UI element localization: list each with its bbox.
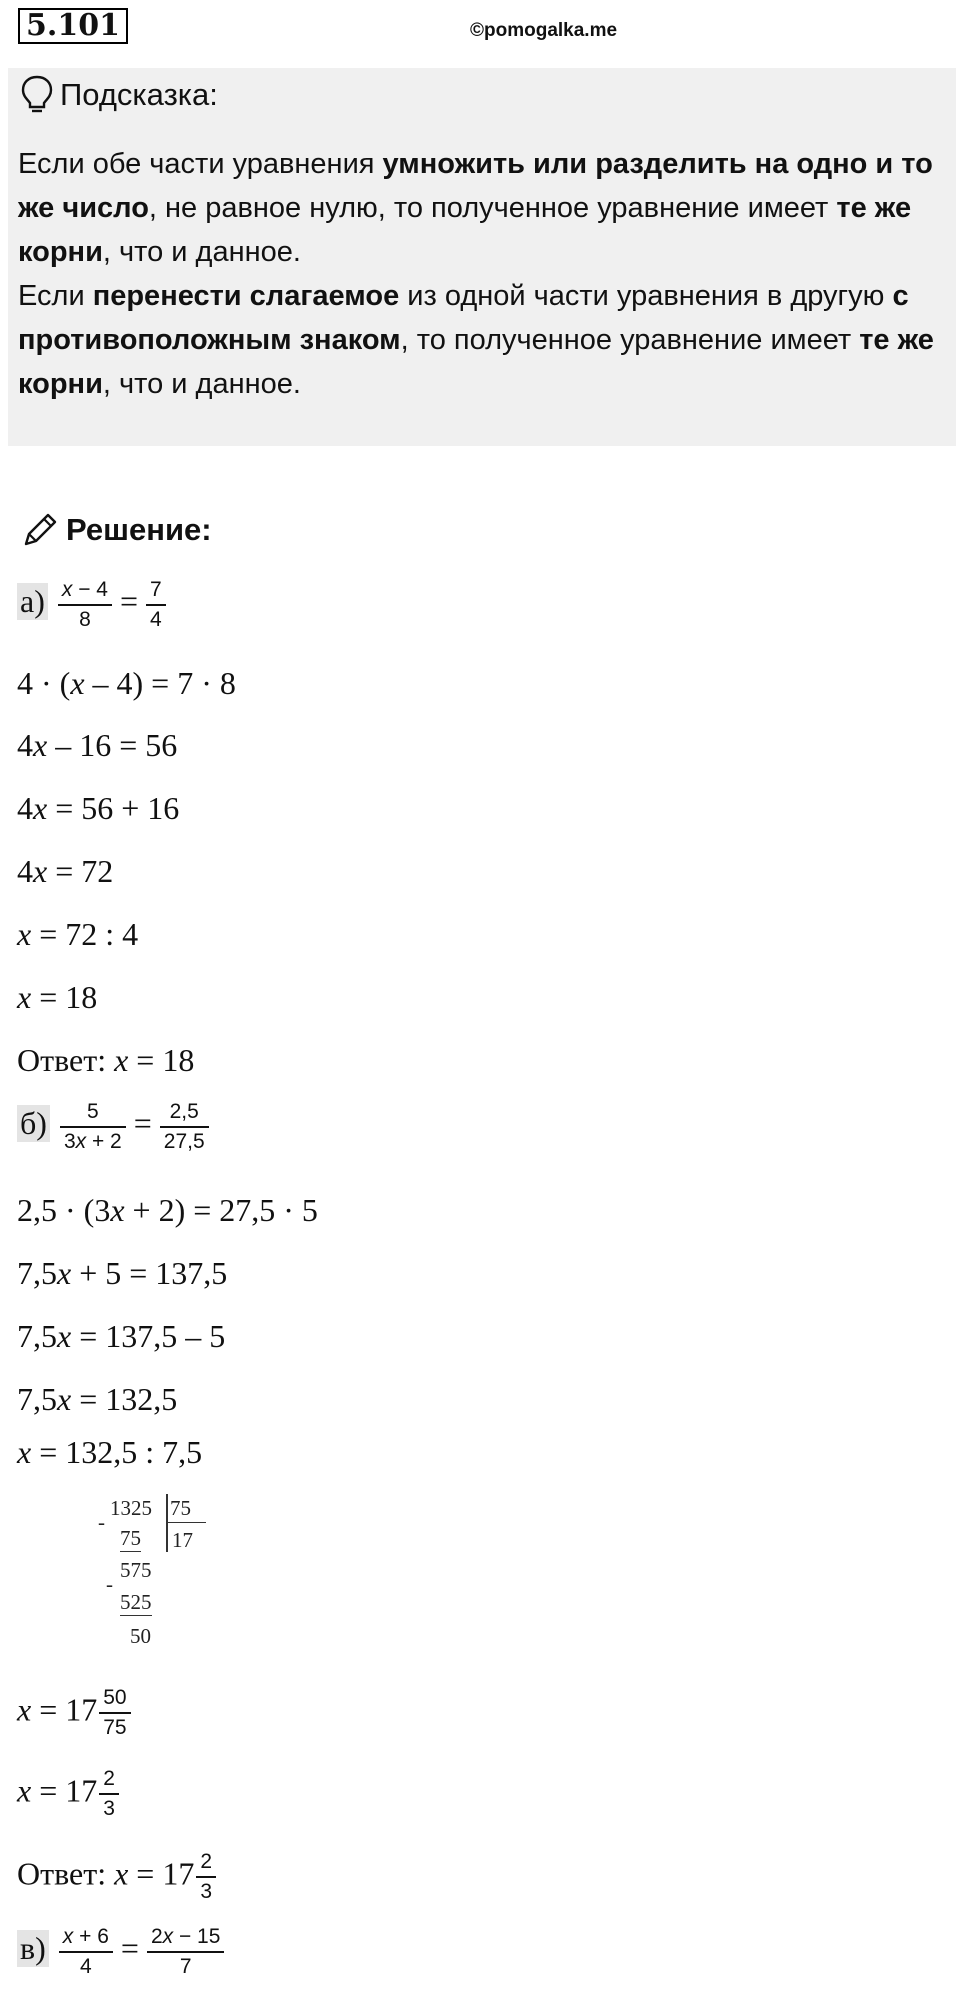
problem-number: 5.101 (18, 8, 128, 44)
fraction: $\frac{5}{3x + 2}$ (60, 1100, 126, 1154)
step-line: 4x = 56 + 16 (17, 790, 180, 826)
step-line: 4x = 72 (17, 853, 114, 889)
fraction: $\frac{2}{3}$ (99, 1767, 119, 1821)
mixed-number-line: x = 17 $\frac{50}{75}$ (17, 1686, 133, 1740)
partial-remainder: 575 (120, 1558, 152, 1582)
hint-text-segment: Если (18, 280, 93, 312)
fraction: $\frac{2,5}{27,5}$ (160, 1100, 209, 1154)
site-watermark: ©pomogalka.me (470, 20, 618, 41)
dividend: 1325 (110, 1496, 152, 1520)
hint-text-segment: , не равное нулю, то полученное уравнение имеет (148, 192, 837, 224)
step-line: 7,5x + 5 = 137,5 (17, 1255, 228, 1291)
remainder: 50 (130, 1624, 151, 1648)
subtrahend: 75 (120, 1526, 141, 1550)
solution-title: Решение: (66, 512, 212, 547)
hint-emphasis: умножить или разделить на одно и то же число (18, 148, 933, 224)
part-c-label: в) (17, 1930, 49, 1967)
hint-paragraph-1 (18, 142, 953, 274)
step-line: x = 72 : 4 (17, 916, 139, 952)
hint-emphasis: перенести слагаемое (92, 280, 400, 312)
step-line: 7,5x = 132,5 (17, 1381, 178, 1417)
hint-paragraph-2 (18, 274, 953, 406)
step-line: 4x – 16 = 56 (17, 727, 178, 763)
part-a-equation: а) $\frac{x - 4}{8}$ = $\frac{7}{4}$ (17, 578, 168, 632)
lightbulb-icon (20, 74, 54, 114)
part-c-equation: в) $\frac{x + 6}{4}$ = $\frac{2x - 15}{7}$ (17, 1925, 226, 1979)
fraction: $\frac{x - 4}{8}$ (58, 578, 112, 632)
pencil-icon (20, 510, 60, 550)
step-line: 2,5 · (3x + 2) = 27,5 · 5 (17, 1192, 318, 1228)
hint-text-segment: Если обе части уравнения (18, 148, 383, 180)
fraction: $\frac{x + 6}{4}$ (59, 1925, 113, 1979)
fraction: $\frac{50}{75}$ (99, 1686, 130, 1740)
subtrahend: 525 (120, 1590, 152, 1614)
long-division: 1325 75 - 75 17 575 - 525 50 (98, 1494, 218, 1660)
mixed-number-line: x = 17 $\frac{2}{3}$ (17, 1767, 121, 1821)
step-line: 4 · (x – 4) = 7 · 8 (17, 665, 236, 701)
divisor: 75 (170, 1496, 191, 1520)
part-a-label: а) (17, 583, 48, 620)
fraction: $\frac{2}{3}$ (196, 1850, 216, 1904)
hint-text-segment: из одной части уравнения в другую (399, 280, 893, 312)
hint-text-segment: , что и данное. (102, 368, 301, 400)
fraction: $\frac{2x - 15}{7}$ (147, 1925, 224, 1979)
answer-line: Ответ: x = 17 $\frac{2}{3}$ (17, 1850, 218, 1904)
hint-text (18, 142, 953, 406)
hint-text-segment: , что и данное. (102, 236, 301, 268)
answer-line: Ответ: x = 18 (17, 1042, 195, 1078)
step-line: x = 18 (17, 979, 98, 1015)
fraction: $\frac{7}{4}$ (146, 578, 166, 632)
step-line: 7,5x = 137,5 – 5 (17, 1318, 226, 1354)
part-b-equation: б) $\frac{5}{3x + 2}$ = $\frac{2,5}{27,5}$ (17, 1100, 211, 1154)
part-b-label: б) (17, 1105, 50, 1142)
hint-emphasis: те же корни (18, 192, 912, 268)
step-line: x = 132,5 : 7,5 (17, 1434, 203, 1470)
quotient: 17 (172, 1528, 193, 1552)
hint-text-segment: , то полученное уравнение имеет (400, 324, 860, 356)
hint-title: Подсказка: (60, 77, 218, 112)
hint-emphasis: с противоположным знаком (18, 280, 909, 356)
hint-emphasis: те же корни (18, 324, 934, 400)
